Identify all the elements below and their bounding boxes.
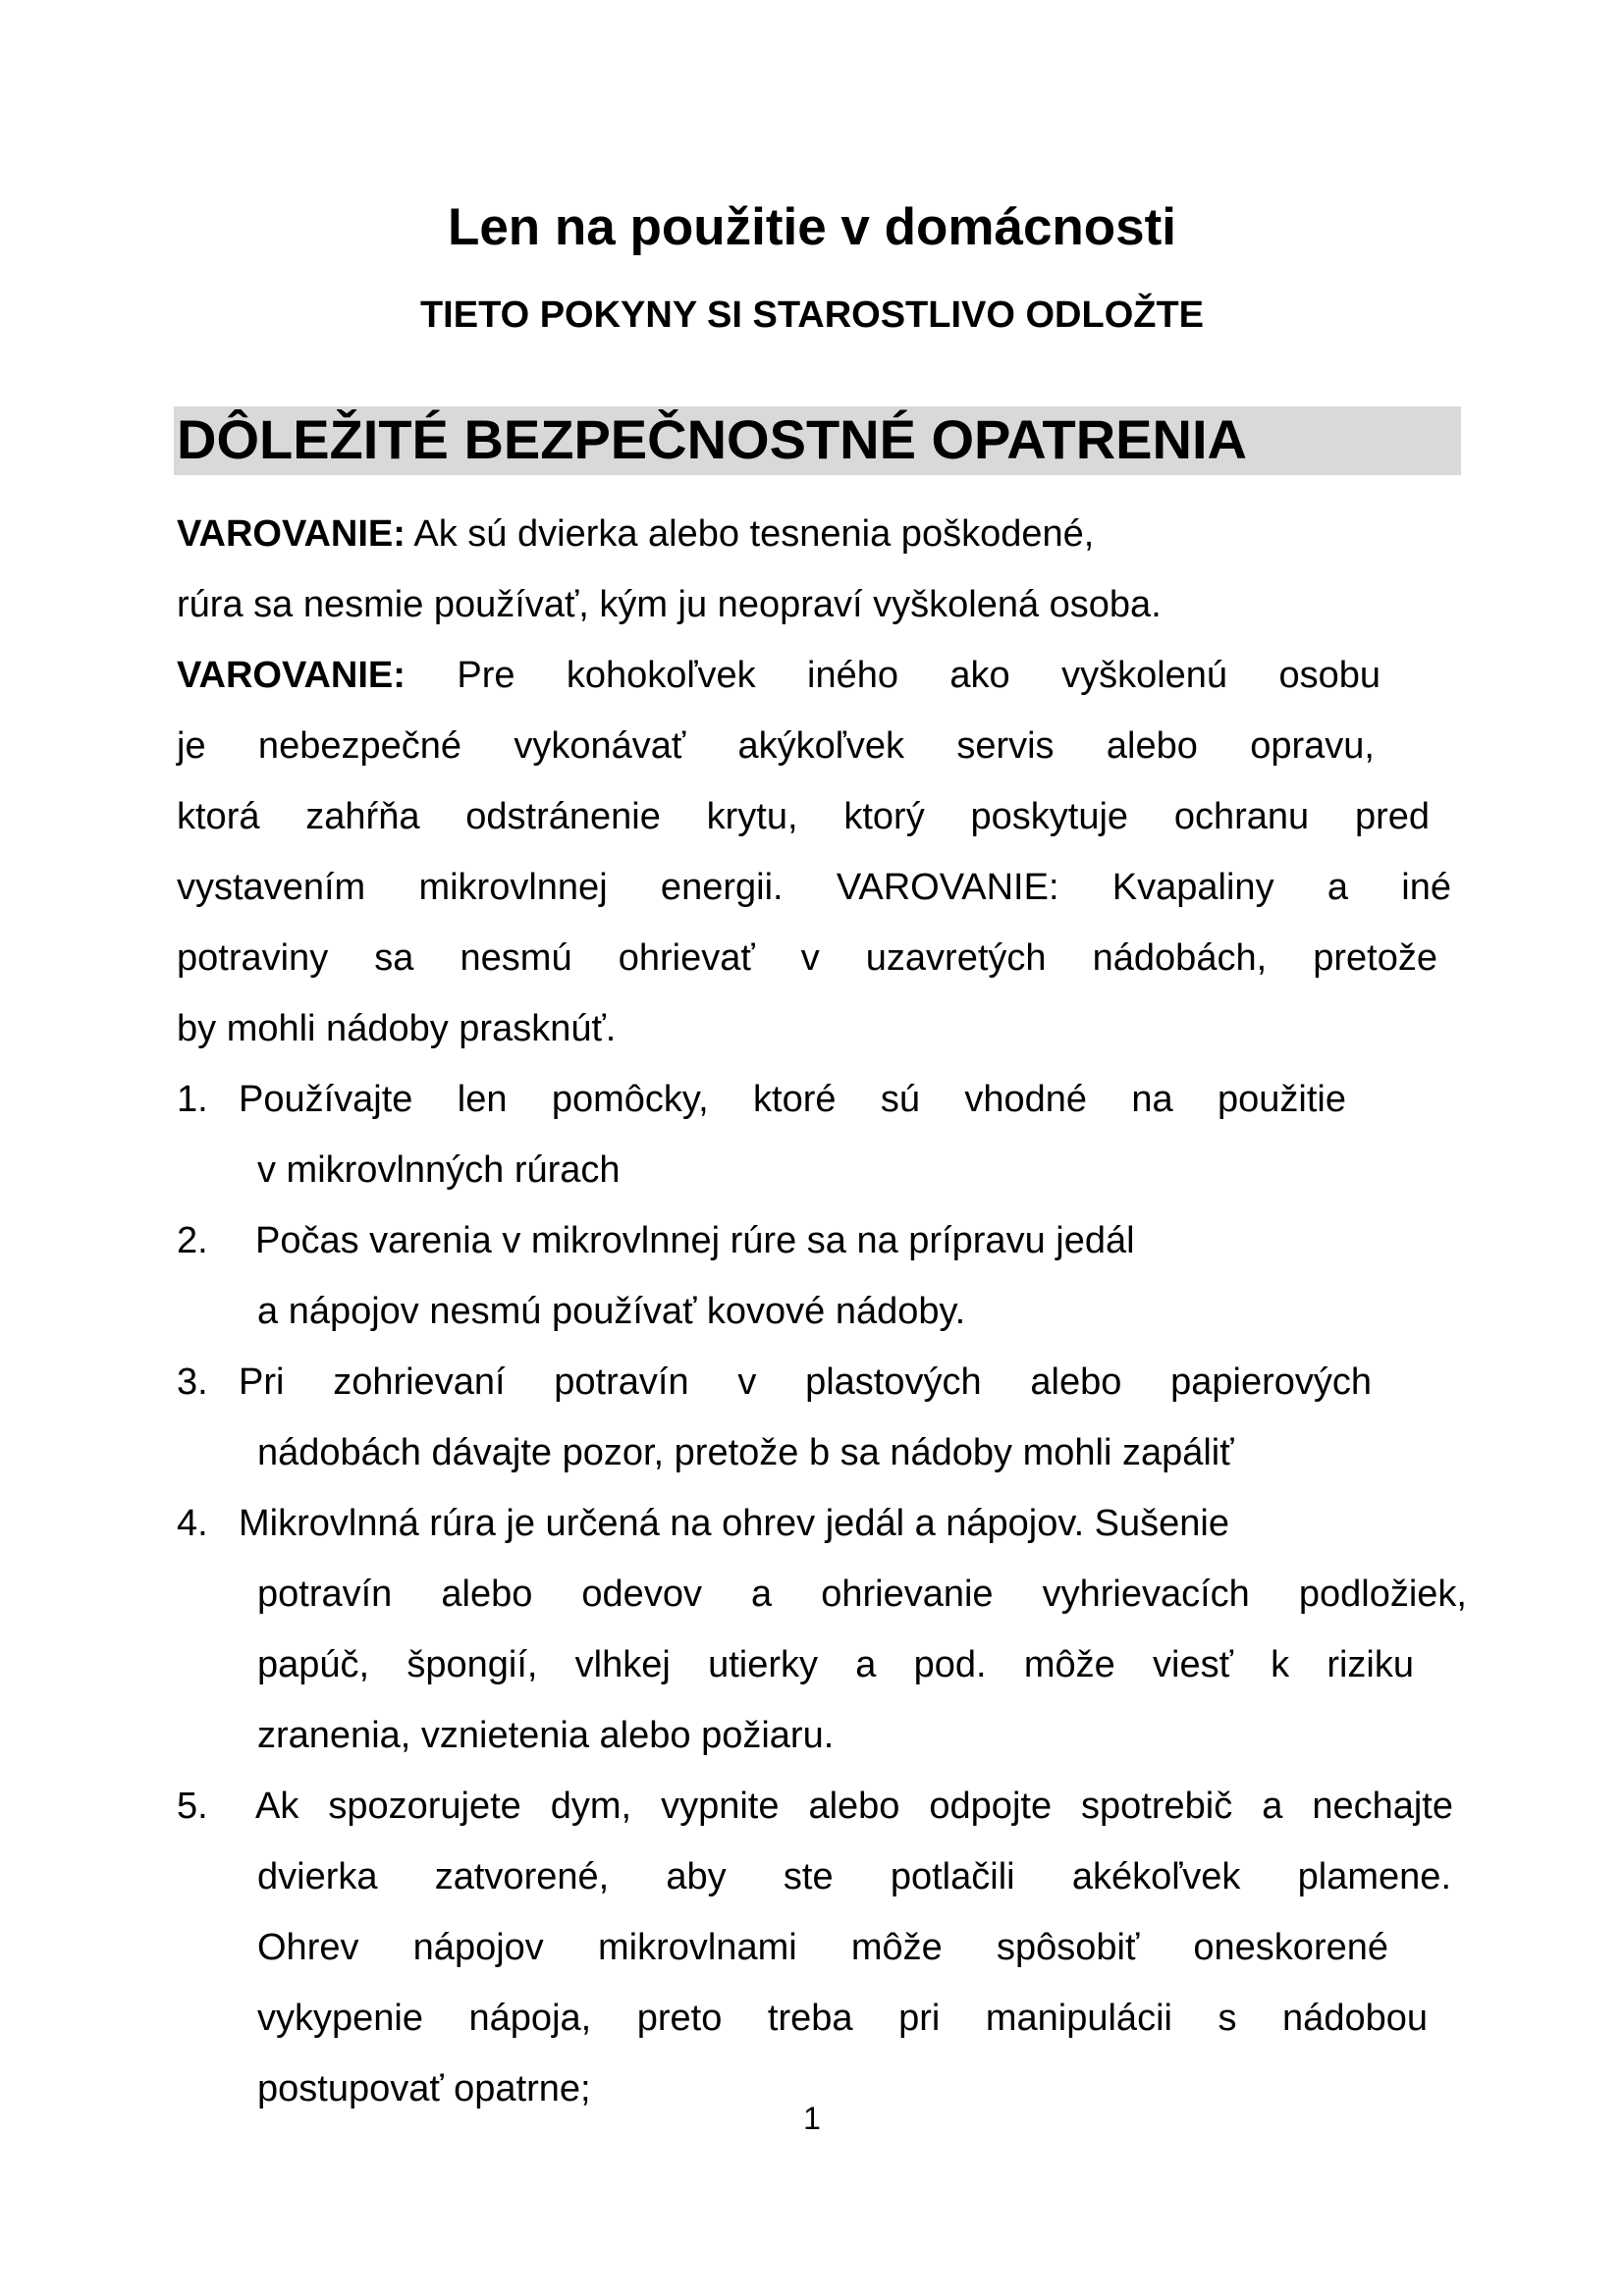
warning-text: Ak sú dvierka alebo tesnenia poškodené,: [405, 513, 1095, 555]
list-item-text: dvierka zatvorené, aby ste potlačili akékoľvek plamene.: [257, 1856, 1451, 1897]
warning-2-line-1: [177, 640, 1380, 711]
list-item-text: Pri zohrievaní potravín v plastových alebo papierových: [239, 1362, 1372, 1403]
list-item-text: Mikrovlnná rúra je určená na ohrev jedál a nápojov. Sušenie: [239, 1503, 1230, 1544]
list-item-text: v mikrovlnných rúrach: [257, 1149, 621, 1191]
page-subtitle: TIETO POKYNY SI STAROSTLIVO ODLOŽTE: [419, 294, 1205, 336]
list-item-number: 5.: [177, 1786, 208, 1827]
list-item-text: papúč, špongií, vlhkej utierky a pod. môže viesť k riziku: [257, 1644, 1414, 1685]
list-item-text: Používajte len pomôcky, ktoré sú vhodné na použitie: [239, 1079, 1346, 1120]
list-item-text: Počas varenia v mikrovlnnej rúre sa na prípravu jedál: [255, 1220, 1135, 1261]
list-item-text: postupovať opatrne;: [257, 2068, 591, 2109]
warning-1-line-1: [177, 499, 1094, 569]
section-heading: DÔLEŽITÉ BEZPEČNOSTNÉ OPATRENIA: [177, 408, 1247, 470]
list-item-text: nádobách dávajte pozor, pretože b sa nádoby mohli zapáliť: [257, 1432, 1234, 1473]
list-item-number: 1.: [177, 1079, 208, 1120]
warning-1-line-2: rúra sa nesmie používať, kým ju neopraví vyškolená osoba.: [177, 584, 1162, 625]
list-item-text: a nápojov nesmú používať kovové nádoby.: [257, 1291, 966, 1332]
warning-2-line-2: je nebezpečné vykonávať akýkoľvek servis alebo opravu,: [177, 725, 1375, 767]
warning-2-line-5: potraviny sa nesmú ohrievať v uzavretých nádobách, pretože: [177, 937, 1437, 979]
warning-text: Pre kohokoľvek iného ako vyškolenú osobu: [457, 655, 1380, 696]
list-item-number: 4.: [177, 1503, 208, 1544]
warning-2-line-6: by mohli nádoby prasknúť.: [177, 1008, 617, 1049]
warning-label: VAROVANIE:: [177, 655, 406, 696]
list-item-text: Ak spozorujete dym, vypnite alebo odpojte spotrebič a nechajte: [255, 1786, 1453, 1827]
page-title: Len na použitie v domácnosti: [447, 198, 1177, 256]
page-number: 1: [803, 2101, 821, 2136]
warning-label: VAROVANIE:: [177, 513, 406, 555]
list-item-number: 3.: [177, 1362, 208, 1403]
list-item-text: zranenia, vznietenia alebo požiaru.: [257, 1715, 835, 1756]
list-item-text: Ohrev nápojov mikrovlnami môže spôsobiť oneskorené: [257, 1927, 1388, 1968]
list-item-text: vykypenie nápoja, preto treba pri manipulácii s nádobou: [257, 1998, 1428, 2039]
warning-2-line-3: ktorá zahŕňa odstránenie krytu, ktorý poskytuje ochranu pred: [177, 796, 1430, 837]
list-item-number: 2.: [177, 1220, 208, 1261]
warning-2-line-4: vystavením mikrovlnnej energii. VAROVANIE: Kvapaliny a iné: [177, 867, 1451, 908]
list-item-text: potravín alebo odevov a ohrievanie vyhrievacích podložiek,: [257, 1574, 1467, 1615]
